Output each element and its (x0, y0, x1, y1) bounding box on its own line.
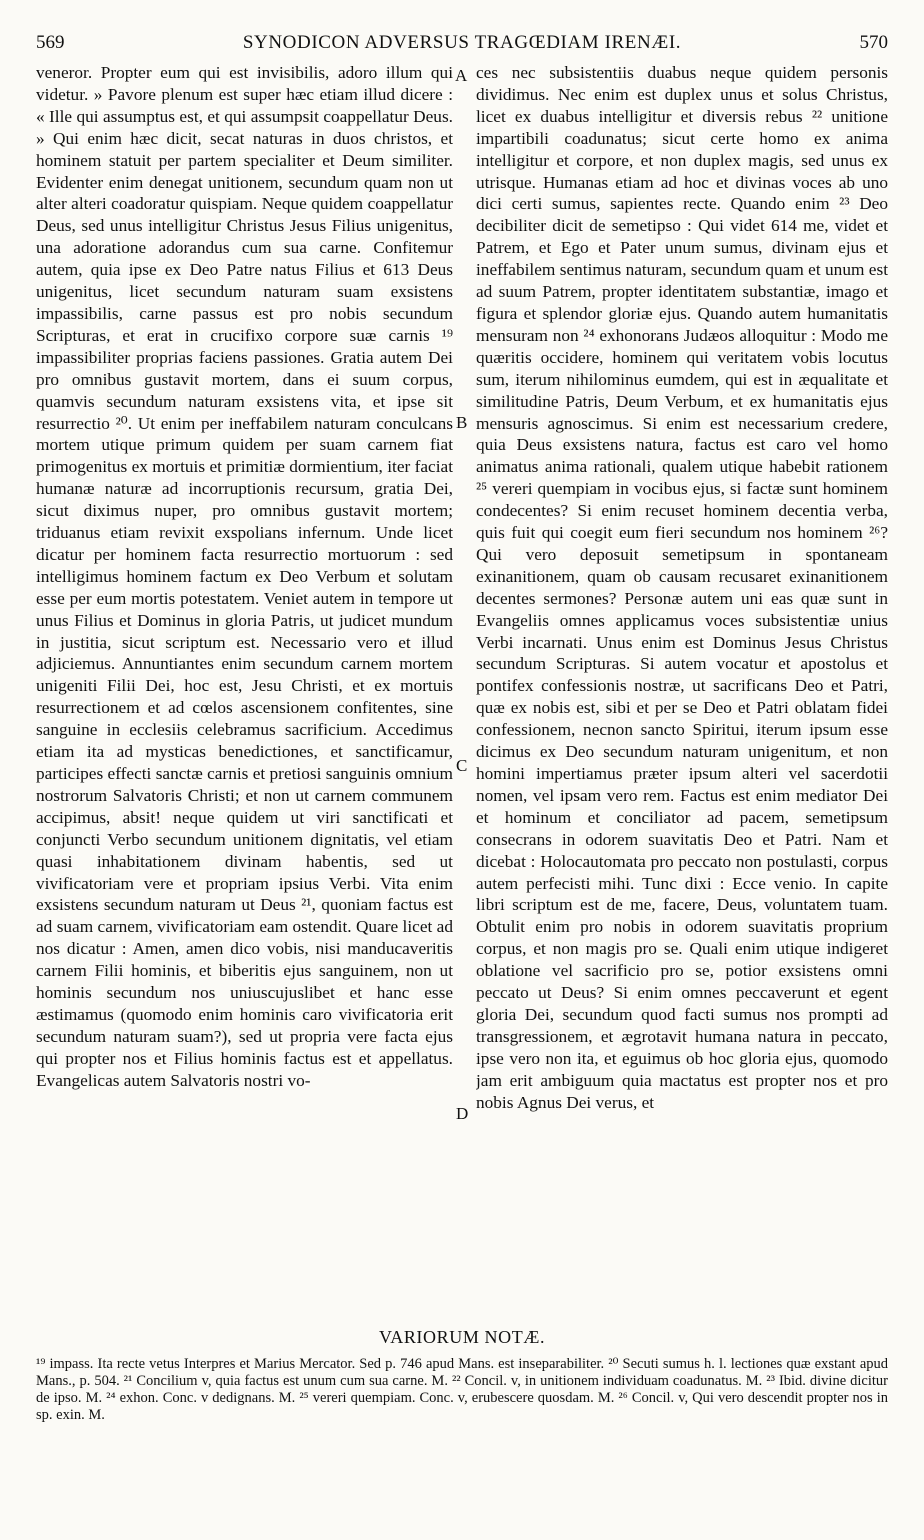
left-column-text: veneror. Propter eum qui est invisibilis, adoro illum qui videtur. » Pavore plenum est super hæc etiam illud dicere : « Ille qui assumptus est, et qui assumpsit coappellatur Deus. » Qui enim hæc dicit, secat naturas in duos christos, et hominem statuit per partem specialiter et Deum similiter. Evidenter enim denegat unitionem, secundum quam non ut alter alteri coadoratur quispiam. Neque quidem coappellatur Deus, sed unus intelligitur Christus Jesus Filius unigenitus, una adoratione adorandus cum sua carne. Confitemur autem, quia ipse ex Deo Patre natus Filius et 613 Deus unigenitus, licet secundum naturam suam exsistens impassibilis, carne passus est pro nobis secundum Scripturas, et erat in crucifixo corpore suæ carnis ¹⁹ impassibiliter proprias faciens passiones. Gratia autem Dei pro omnibus gustavit mortem, dans ei suum corpus, quamvis secundum naturam exsistens vita, et ipse sit resurrectio ²⁰. Ut enim per ineffabilem naturam conculcans mortem utique primum quidem per suam carnem fiat primogenitus ex mortuis et primitiæ dormientium, iter faciat humanæ naturæ ad incorruptionis recursum, gratia Dei, sicut diximus nuper, pro omnibus gustavit mortem; triduanus etiam revixit exspolians infernum. Unde licet dicatur per hominem facta resurrectio mortuorum : sed intelligimus hominem factum ex Deo Verbum et solutam esse per eum mortis potestatem. Veniet autem in tempore ut unus Filius et Dominus in gloria Patris, ut judicet mundum in justitia, sicut scriptum est. Necessario vero et illud adjiciemus. Annuntiantes enim secundum carnem mortem unigeniti Filii Dei, hoc est, Jesu Christi, et ex mortuis resurrectionem et ad cœlos ascensionem confitentes, sine sanguine in ecclesiis celebramus sacrificium. Accedimus etiam ita ad mysticas benedictiones, et sanctificamur, participes effecti sanctæ carnis et pretiosi sanguinis omnium nostrorum Salvatoris Christi; et non ut carnem communem accipimus, absit! neque quidem ut viri sanctificati et conjuncti Verbo secundum unitionem dignitatis, vel etiam quasi inhabitationem divinam habentis, sed ut vivificatoriam vere et propriam ipsius Verbi. Vita enim exsistens secundum naturam ut Deus ²¹, quoniam factus est ad suam carnem, vivificatoriam eam ostendit. Quare licet ad nos dicatur : Amen, amen dico vobis, nisi manducaveritis carnem Filii hominis, et biberitis ejus sanguinem, non ut hominis secundum nos uniuscujuslibet et hanc esse æstimamus (quomodo enim hominis caro vivificatoria erit secundum naturam suam?), sed ut propria vere facta ejus qui propter nos et Filius hominis factus est et appellatus. Evangelicas autem Salvatoris nostri vo- (36, 63, 453, 1090)
left-page-number: 569 (36, 32, 65, 53)
margin-marker-a: A (455, 66, 468, 85)
margin-marker-b: B (456, 413, 468, 432)
footnotes: ¹⁹ impass. Ita recte vetus Interpres et Marius Mercator. Sed p. 746 apud Mans. est inseparabiliter. ²⁰ Secuti sumus h. l. lectiones quæ exstant apud Mans., p. 504. ²¹ Concilium v, quia factus est unum cum sua carne. M. ²² Concil. v, in unitionem individuam coadunatus. M. ²³ Ibid. divine dicitur de ipso. M. ²⁴ exhon. Conc. v dedignans. M. ²⁵ vereri quempiam. Conc. v, erubescere quosdam. M. ²⁶ Concil. v, Qui vero descendit propter nos in sp. exin. M. (36, 1356, 888, 1423)
margin-marker-c: C (456, 756, 468, 775)
margin-marker-d: D (456, 1104, 469, 1123)
right-column-text: ces nec subsistentiis duabus neque quidem personis dividimus. Nec enim est duplex unus et solus Christus, licet ex duabus intelligitur et diversis rebus ²² unitione impartibili coadunatus; sicut certe homo ex anima intelligitur et corpore, et non duplex magis, sed unus ex utrisque. Humanas etiam ad hoc et divinas voces ab uno dici certi sumus, sapientes recte. Quando enim ²³ Deo decibiliter dicit de semetipso : Qui videt 614 me, videt et Patrem, et Ego et Pater unum sumus, divinam ejus et ineffabilem sentimus naturam, secundum quam et unum est ad suum Patrem, propter identitatem substantiæ, imago et figura et splendor gloriæ ejus. Quando autem humanitatis mensuram non ²⁴ exhonorans Judæos alloquitur : Modo me quæritis occidere, hominem qui veritatem vobis locutus sum, iterum nihilominus eumdem, qui est in æqualitate et similitudine Patris, Deum Verbum, et ex humanitatis ejus mensuris agnoscimus. Si enim est necessarium credere, quia Deus exsistens natura, factus est caro vel homo animatus anima rationali, qualem utique habebit rationem ²⁵ vereri quempiam in vocibus ejus, si factæ sunt hominem condecentes? Si enim recuset hominem decentia verba, quis fuit qui coegit eum fieri secundum nos hominem ²⁶? Qui vero deposuit semetipsum in spontaneam exinanitionem, quam ob causam recusaret exinanitionem decentes sermones? Personæ autem uni eas quæ sunt in Evangeliis omnes applicamus voces subsistentiæ unius Verbi incarnati. Unus enim est Dominus Jesus Christus secundum Scripturas. Si autem vocatur et apostolus et pontifex confessionis nostræ, ut sacrificans Deo et Patri, quæ ex nobis est, sibi et per se Deo et Patri oblatam fidei confessionem, necnon sancto Spiritui, iterum ipsum esse dicimus ex Deo secundum naturam unigenitum, et non homini impertiamus præter ipsum alteri vel sacerdotii nomen, vel ipsam vero rem. Factus est enim mediator Dei et hominum et conciliator ad pacem, semetipsum consecrans in odorem suavitatis Deo et Patri. Nam et dicebat : Holocautomata pro peccato non postulasti, corpus autem perfecisti mihi. Tunc dixi : Ecce venio. In capite libri scriptum est de me, facere, Deus, voluntatem tuam. Obtulit enim pro nobis in odorem suavitatis proprium corpus, et non magis pro se. Quali enim utique indigeret oblatione vel sacrificio pro se, potior exsistens omni peccato ut Deus? Si enim omnes peccaverunt et egent gloria Dei, secundum quod facti sumus nos prompti ad transgressionem, et ægrotavit humana natura in peccato, ipse vero non ita, et eguimus ob hoc gloria ejus, quomodo jam erit ambiguum quia mactatus est propter nos et pro nobis Agnus Dei verus, et (476, 63, 888, 1112)
running-header (36, 32, 888, 58)
notes-heading: VARIORUM NOTÆ. (378, 1327, 546, 1347)
right-page-number: 570 (859, 32, 888, 53)
running-title: SYNODICON ADVERSUS TRAGŒDIAM IRENÆI. (242, 32, 682, 53)
